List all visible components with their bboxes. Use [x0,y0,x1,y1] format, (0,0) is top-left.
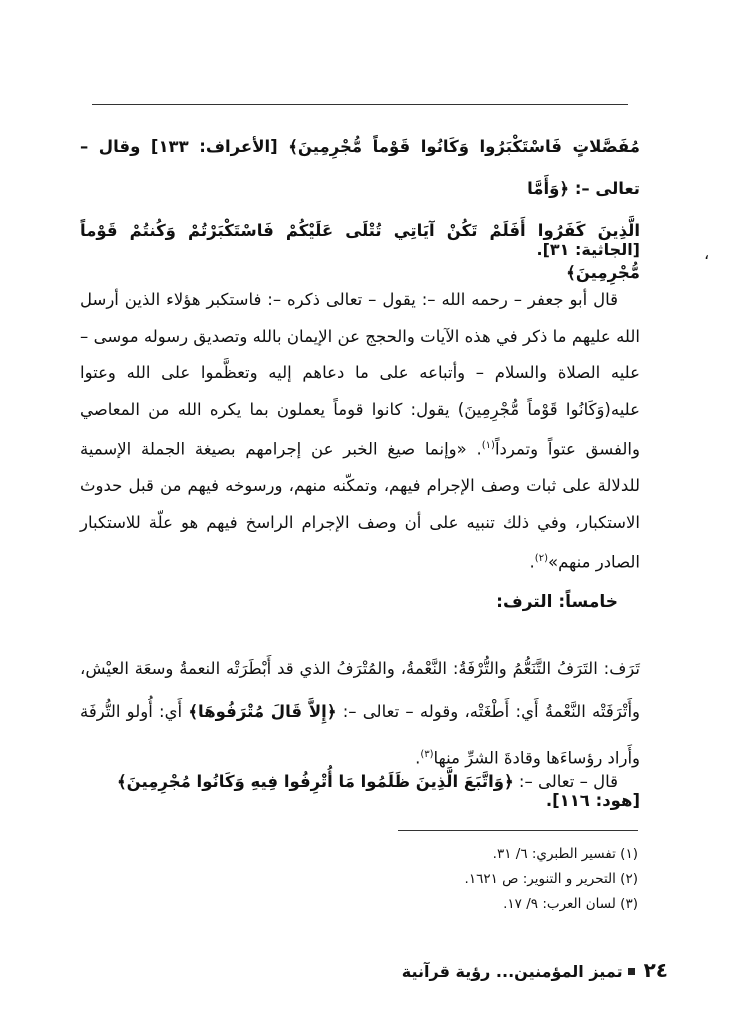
footnotes [300,842,638,917]
quran-line-1: مُفَصَّلاتٍ فَاسْتَكْبَرُوا وَكَانُوا قَوْماً مُّجْرِمِينَ﴾ [الأعراف: ١٣٣] وقال – تعالى –: ﴿وَأَمَّا [80,137,640,198]
section-heading [80,592,640,612]
page-number: ٢٤ [643,958,668,982]
page-footer [300,958,668,982]
footnote-ref-3: (٣) [420,748,434,760]
tafsir-text-part1: قال أبو جعفر – رحمه الله –: يقول – تعالى ذكره –: فاستكبر هؤلاء الذين أرسل الله عليهم ما ذكر في هذه الآيات والحجج عن الإيمان بالله وتصديق رسوله موسى – عليه الصلاة والسلام – وأتباعه على ما دعاهم إليه وتعظَّموا على الله وعتوا عليه(وَكَانُوا قَوْماً مُّجْرِمِينَ) يقول: كانوا قوماً يعملون بما يكره الله من المعاصي والفسق عتواً وتمرداً [80,290,640,459]
margin-mark: ، [704,244,710,263]
tafsir-text [80,282,640,581]
taraf-text-part2: أَي: أُولو التُّرفَة وأَراد رؤساءَها وقادةَ الشرِّ منها [80,701,640,767]
footnote-1: (١) تفسير الطبري: ٦/ ٣١. [492,846,638,862]
tafsir-paragraph [80,282,640,581]
quran-line-2: الَّذِينَ كَفَرُوا أَفَلَمْ تَكُنْ آيَاتِي تُتْلَى عَلَيْكُمْ فَاسْتَكْبَرْتُمْ وَكُنتُمْ قَوْماً مُّجْرِمِينَ﴾ [80,221,640,282]
taraf-text [80,647,640,780]
section-heading-text: خامساً: الترف: [496,592,618,612]
footnote-ref-1: (١) [481,440,495,451]
quran-verses-block [80,126,640,294]
footnote-3: (٣) لسان العرب: ٩/ ١٧. [503,896,638,912]
book-title: تميز المؤمنين... رؤية قرآنية [401,962,623,981]
footnote-rule [398,830,638,831]
taraf-text-part3: . [415,748,421,767]
taraf-aya: ﴿إِلاَّ قَالَ مُتْرَفُوهَا﴾ [188,701,337,721]
qala-ref: [هود: ١١٦]. [545,791,640,810]
taraf-text-part1: تَرَف: التَرَفُ التَّنَعُّمُ والتُّرْفَةُ: النَّعْمةُ، والمُتْرَفُ الذي قد أَبْطَرَتْه النعمةُ وسعَة العيْش، وأَتْرَفَتْه النَّعْمةُ أَي: أَطْغَتْه، وقوله – تعالى –: [80,658,640,721]
tafsir-text-part3: . [529,552,535,572]
footer-square-icon [628,968,635,975]
verse-reference: [الجاثية: ٣١]. [536,240,640,259]
footnote-ref-2: (٢) [534,553,548,564]
qala-text: قال – تعالى –: [513,772,618,791]
footnote-2: (٢) التحرير و التنوير: ص ١٦٢١. [464,871,638,887]
taraf-paragraph [80,630,640,796]
qala-aya: ﴿وَاتَّبَعَ الَّذِينَ ظَلَمُوا مَا أُتْرِفُوا فِيهِ وَكَانُوا مُجْرِمِينَ﴾ [116,772,514,791]
closing-verse-line [80,772,640,810]
tafsir-text-part2: . «وإنما صيغ الخبر عن إجرامهم بصيغة الجملة الإسمية للدلالة على ثبات وصف الإجرام فيهم، وتمكّنه منهم، ورسوخه فيهم من قبل حدوث الاستكبار، وفي ذلك تنبيه على أن وصف الإجرام الراسخ فيهم هو علّة للاستكبار الصادر منهم» [80,439,640,572]
top-rule [92,104,628,105]
